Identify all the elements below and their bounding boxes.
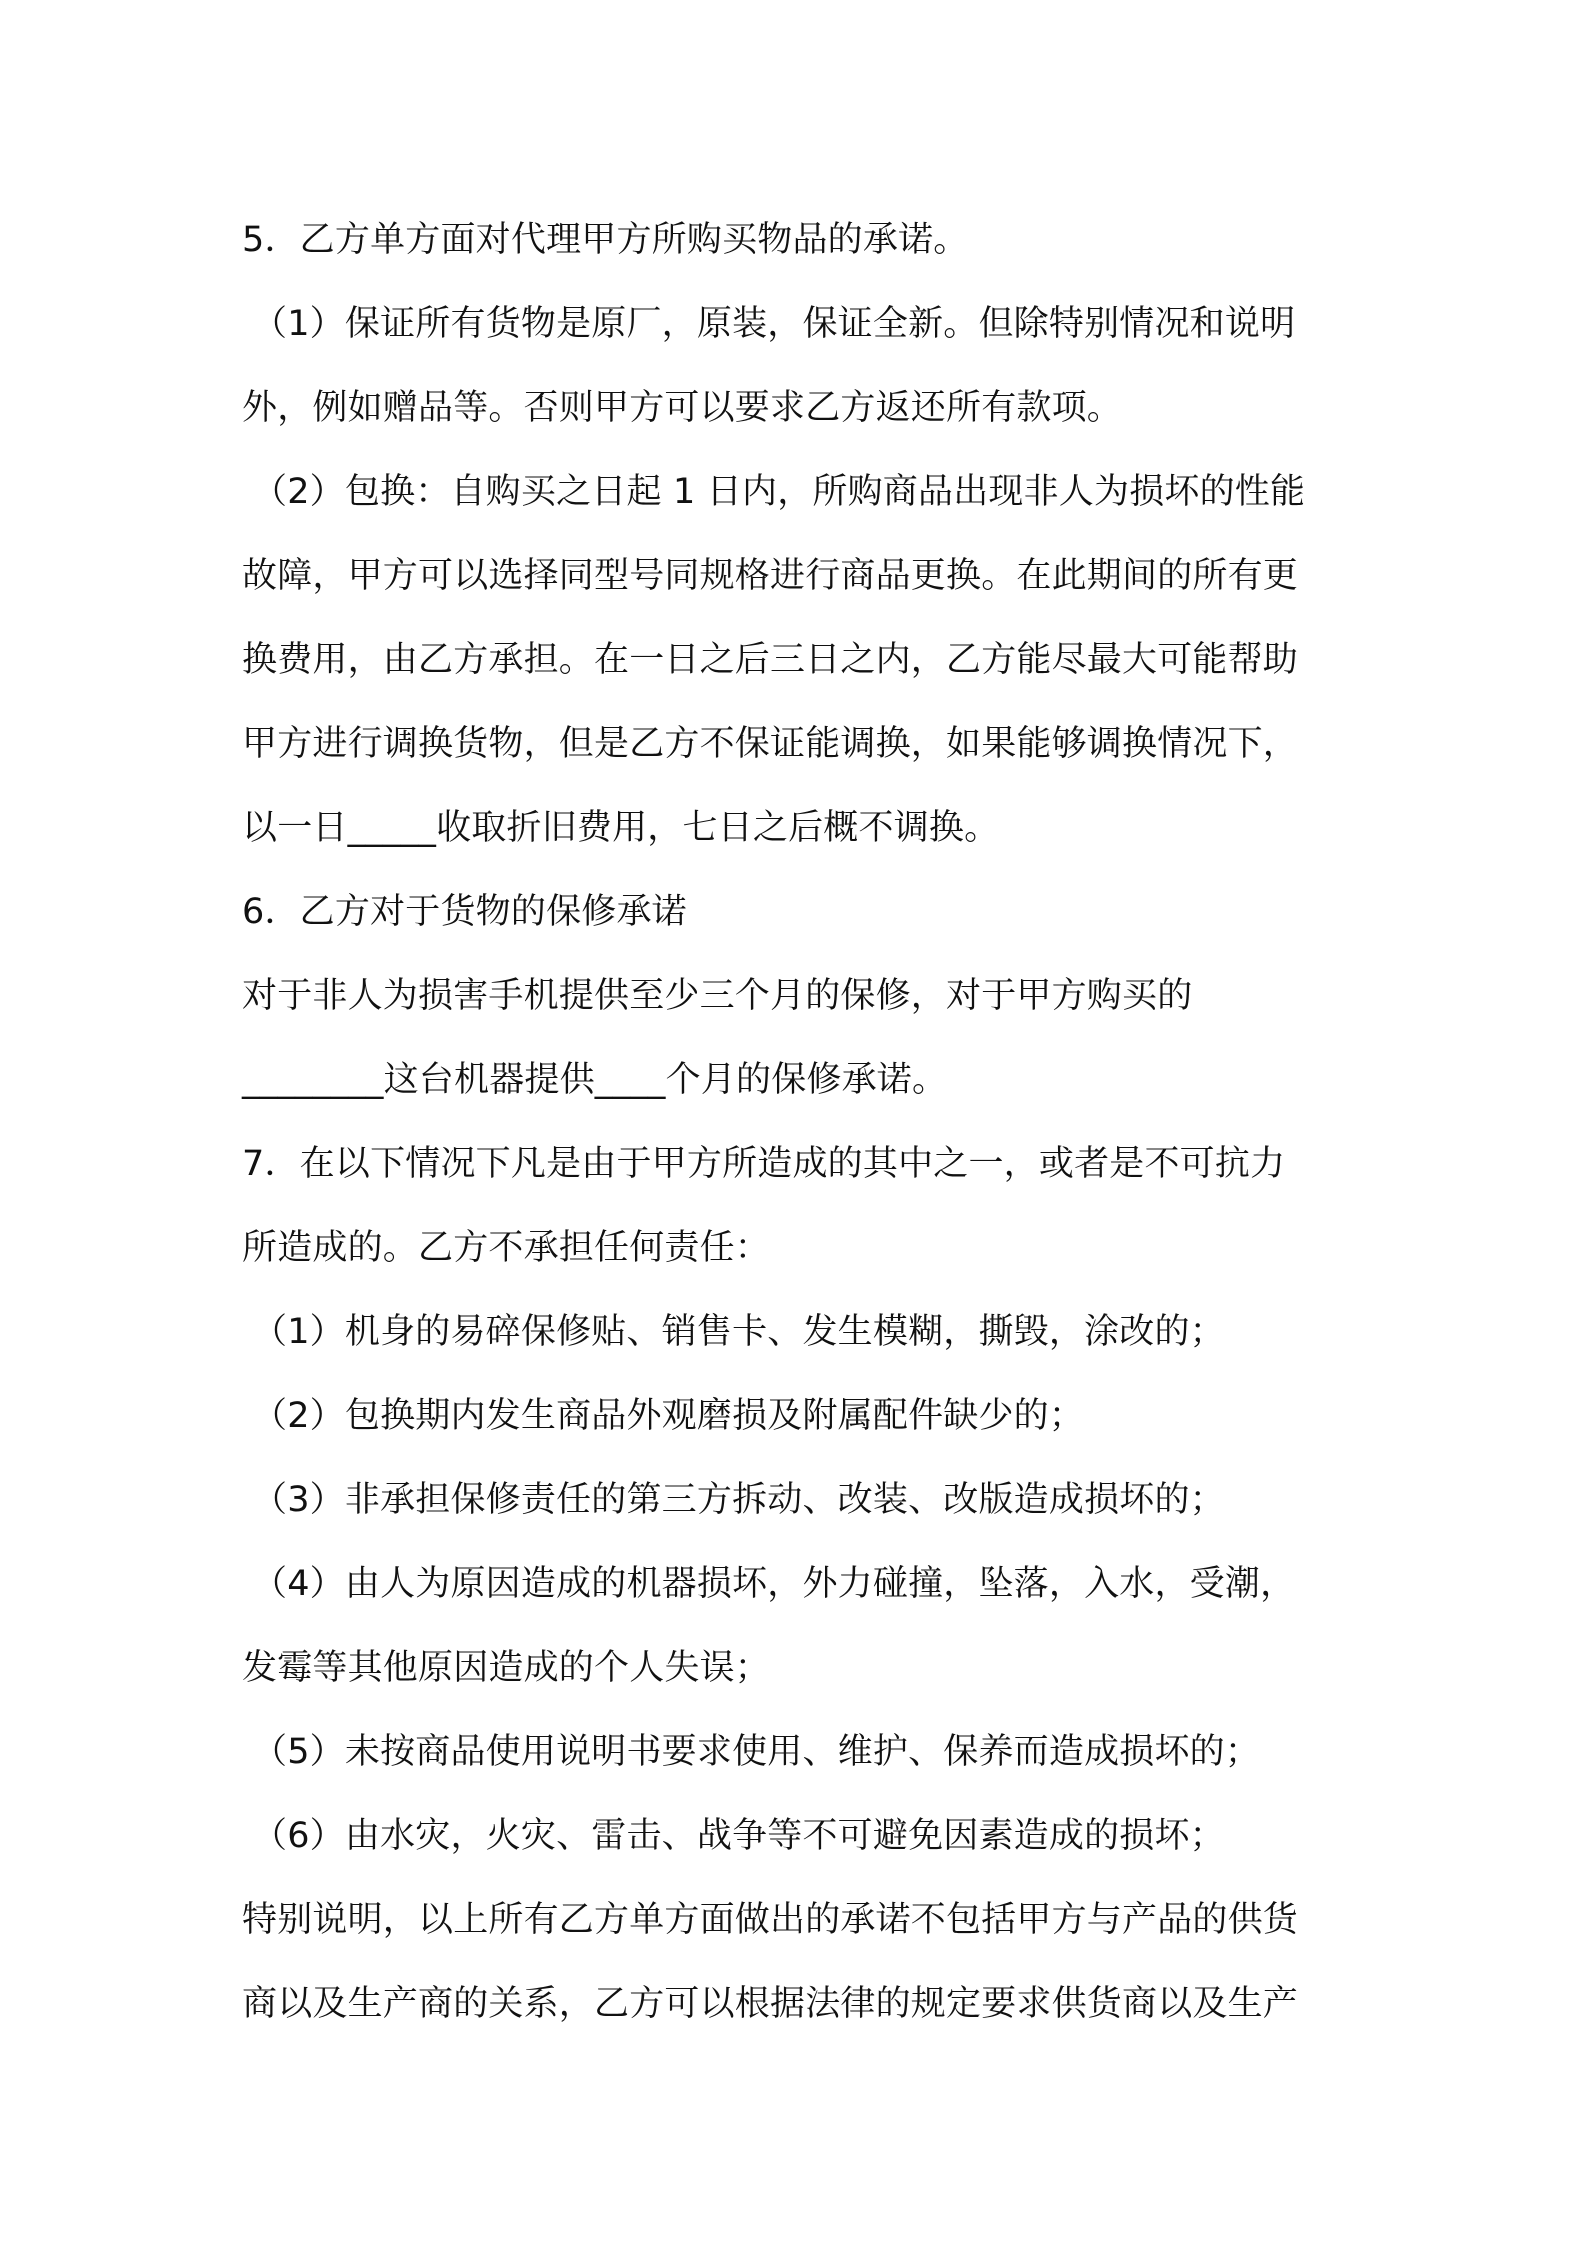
section-7-heading-line-2: 所造成的。乙方不承担任何责任： <box>242 1228 771 1268</box>
clause-5-1-line-2: 外，例如赠品等。否则甲方可以要求乙方返还所有款项。 <box>242 388 1123 428</box>
clause-7-6: （6）由水灾，火灾、雷击、战争等不可避免因素造成的损坏； <box>252 1816 1225 1856</box>
clause-5-2-line-2: 故障，甲方可以选择同型号同规格进行商品更换。在此期间的所有更 <box>242 556 1299 596</box>
section-6-heading: 6．乙方对于货物的保修承诺 <box>242 892 687 932</box>
clause-5-2-line-5: 以一日_____收取折旧费用，七日之后概不调换。 <box>242 808 1000 848</box>
section-7-heading-line-1: 7．在以下情况下凡是由于甲方所造成的其中之一，或者是不可抗力 <box>242 1144 1286 1184</box>
clause-7-5: （5）未按商品使用说明书要求使用、维护、保养而造成损坏的； <box>252 1732 1261 1772</box>
clause-7-3: （3）非承担保修责任的第三方拆动、改装、改版造成损坏的； <box>252 1480 1225 1520</box>
special-note-line-2: 商以及生产商的关系，乙方可以根据法律的规定要求供货商以及生产 <box>242 1984 1299 2024</box>
clause-5-2-line-4: 甲方进行调换货物，但是乙方不保证能调换，如果能够调换情况下， <box>242 724 1299 764</box>
clause-5-2-line-3: 换费用，由乙方承担。在一日之后三日之内，乙方能尽最大可能帮助 <box>242 640 1299 680</box>
clause-7-2: （2）包换期内发生商品外观磨损及附属配件缺少的； <box>252 1396 1085 1436</box>
clause-7-4-line-2: 发霉等其他原因造成的个人失误； <box>242 1648 771 1688</box>
clause-5-2-line-1: （2）包换：自购买之日起 1 日内，所购商品出现非人为损坏的性能 <box>252 472 1306 512</box>
document-body <box>242 198 1362 2046</box>
clause-7-1: （1）机身的易碎保修贴、销售卡、发生模糊，撕毁，涂改的； <box>252 1312 1225 1352</box>
section-5-heading: 5．乙方单方面对代理甲方所购买物品的承诺。 <box>242 220 969 260</box>
section-6-line-1: 对于非人为损害手机提供至少三个月的保修，对于甲方购买的 <box>242 976 1193 1016</box>
section-6-line-2: ________这台机器提供____个月的保修承诺。 <box>242 1060 948 1100</box>
special-note-line-1: 特别说明，以上所有乙方单方面做出的承诺不包括甲方与产品的供货 <box>242 1900 1299 1940</box>
clause-5-1-line-1: （1）保证所有货物是原厂，原装，保证全新。但除特别情况和说明 <box>252 304 1296 344</box>
clause-7-4-line-1: （4）由人为原因造成的机器损坏，外力碰撞，坠落，入水，受潮， <box>252 1564 1296 1604</box>
